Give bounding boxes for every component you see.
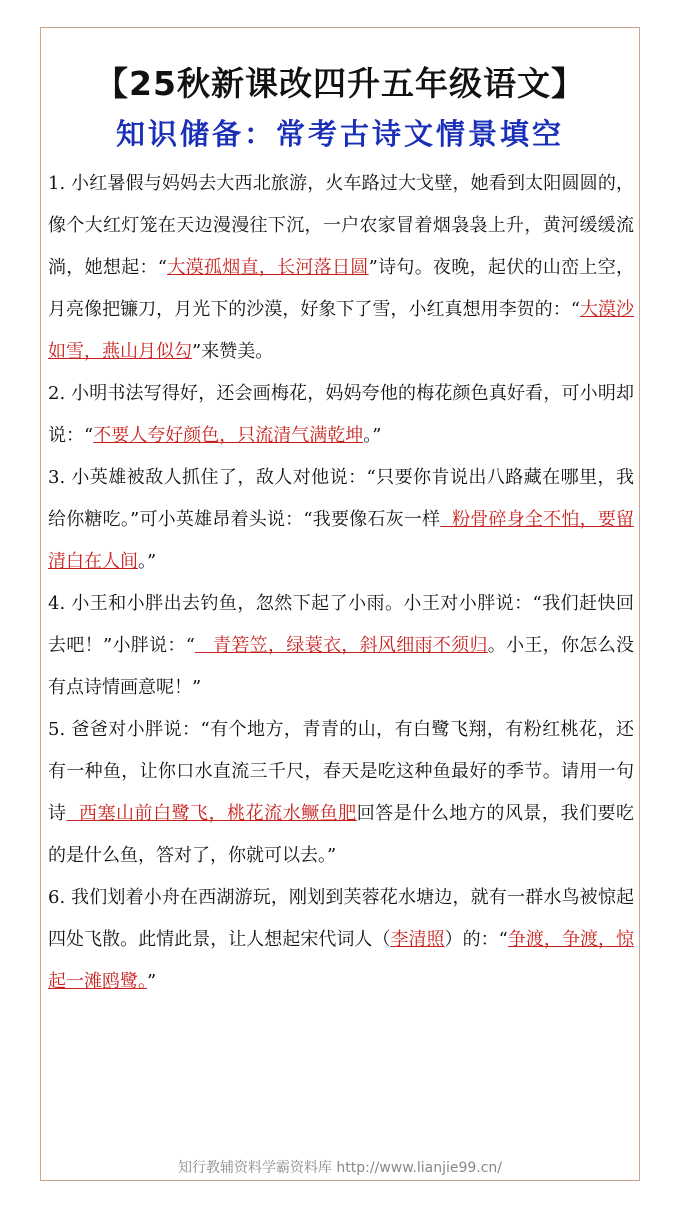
- answer-text: 不要人夸好颜色，只流清气满乾坤: [93, 425, 364, 446]
- answer-text: 西塞山前白鹭飞，桃花流水鳜鱼肥: [66, 803, 357, 824]
- question-text: ”: [147, 971, 157, 992]
- question-text: 。小王，你怎么没有点诗情画意呢！”: [48, 635, 635, 698]
- question-text: 。”: [363, 425, 382, 446]
- answer-text: 争渡，争渡，惊起一滩鸥鹭。: [48, 929, 635, 992]
- question-text: ”诗句。夜晚，起伏的山峦上空，月亮像把镰刀，月光下的沙漠，好象下了雪，小红真想用李贺的：“: [48, 257, 635, 320]
- question-5: [48, 709, 634, 877]
- answer-text: 大漠沙如雪，燕山月似勾: [48, 299, 634, 362]
- answer-text: 粉骨碎身全不怕，要留清白在人间: [48, 509, 634, 572]
- question-1: [48, 163, 634, 373]
- question-text: 1. 小红暑假与妈妈去大西北旅游，火车路过大戈壁，她看到太阳圆圆的，像个大红灯笼在天边漫漫往下沉，一户农家冒着烟袅袅上升，黄河缓缓流淌，她想起：“: [48, 173, 634, 278]
- answer-text: 李清照: [390, 929, 445, 950]
- question-text: 2. 小明书法写得好，还会画梅花，妈妈夸他的梅花颜色真好看，可小明却说：“: [48, 383, 634, 446]
- question-text: 3. 小英雄被敌人抓住了，敌人对他说：“只要你肯说出八路藏在哪里，我给你糖吃。”可小英雄昂着头说：“我要像石灰一样: [48, 467, 634, 530]
- question-6: [48, 877, 634, 1003]
- answer-text: 青箬笠，绿蓑衣，斜风细雨不须归: [194, 635, 488, 656]
- question-4: [48, 583, 634, 709]
- question-text: 5. 爸爸对小胖说：“有个地方，青青的山，有白鹭飞翔，有粉红桃花，还有一种鱼，让你口水直流三千尺，春天是吃这种鱼最好的季节。请用一句诗: [48, 719, 634, 824]
- footer-source: 知行教辅资料学霸资料库 http://www.lianjie99.cn/: [177, 1160, 503, 1176]
- question-text: 。”: [138, 551, 157, 572]
- question-list: [48, 163, 634, 1003]
- page-subtitle: 知识储备：常考古诗文情景填空: [115, 117, 564, 151]
- question-3: [48, 457, 634, 583]
- answer-text: 大漠孤烟直，长河落日圆: [167, 257, 369, 278]
- question-2: [48, 373, 634, 457]
- question-text: ”来赞美。: [192, 341, 274, 362]
- question-text: 回答是什么地方的风景，我们要吃的是什么鱼，答对了，你就可以去。”: [48, 803, 635, 866]
- question-text: 6. 我们划着小舟在西湖游玩，刚划到芙蓉花水塘边，就有一群水鸟被惊起四处飞散。此情此景，让人想起宋代词人（: [48, 887, 634, 950]
- question-text: 4. 小王和小胖出去钓鱼，忽然下起了小雨。小王对小胖说：“我们赶快回去吧！”小胖说：“: [48, 593, 634, 656]
- question-text: ）的：“: [444, 929, 508, 950]
- page-title: 【25秋新课改四升五年级语文】: [95, 64, 585, 103]
